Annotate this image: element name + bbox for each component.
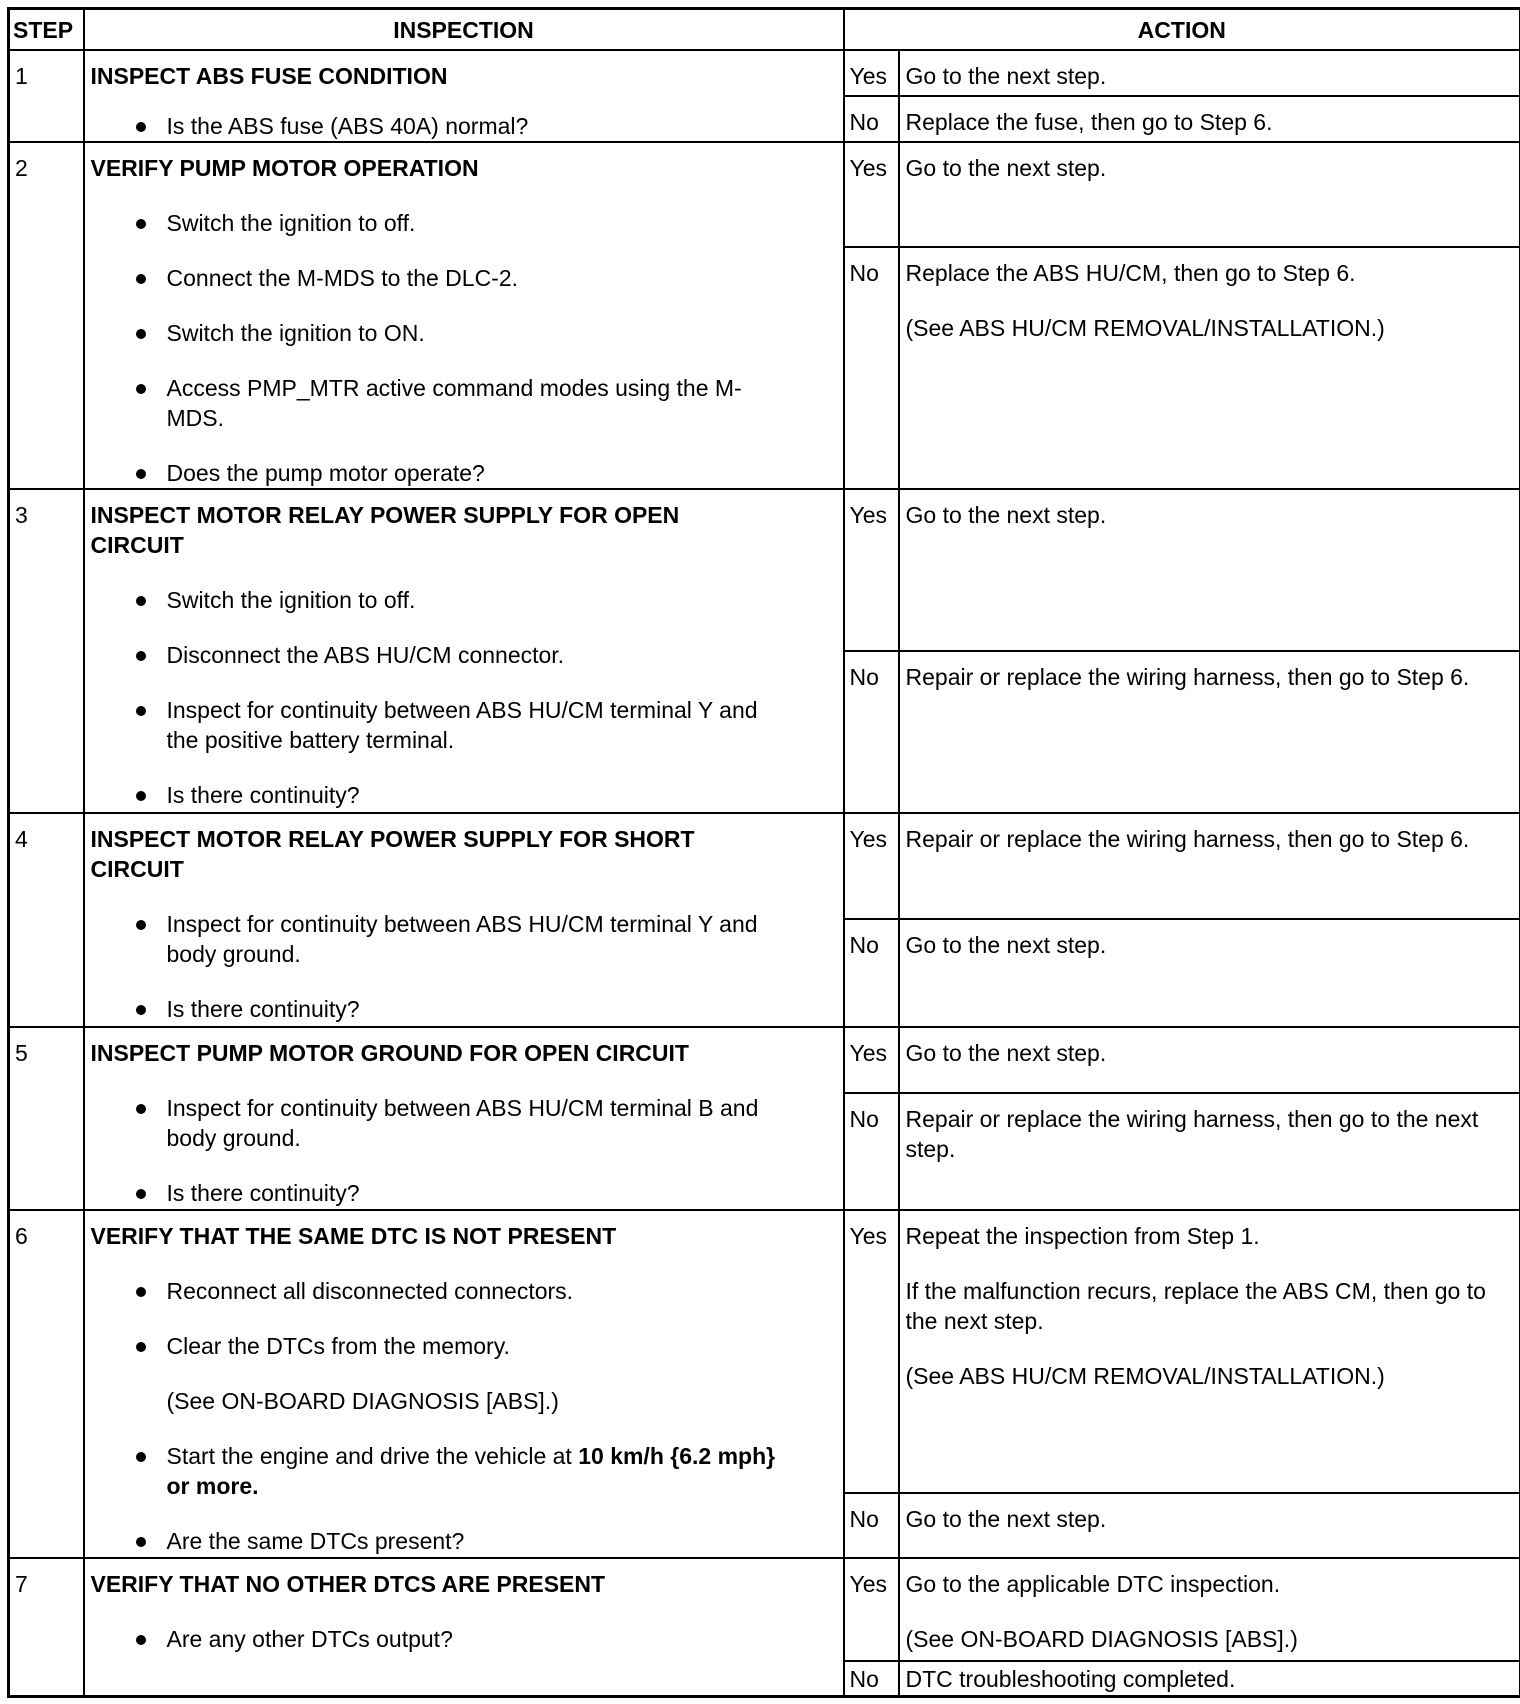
bullet-item: Clear the DTCs from the memory.	[91, 1331, 839, 1361]
yes-label: Yes	[844, 1558, 899, 1661]
step-title: INSPECT MOTOR RELAY POWER SUPPLY FOR OPEN CIRCUIT	[90, 502, 680, 558]
step-row-5-yes	[9, 1027, 1520, 1093]
step-title: INSPECT PUMP MOTOR GROUND FOR OPEN CIRCUIT	[90, 1040, 689, 1066]
step-number: 5	[9, 1027, 84, 1210]
bullet-item: Reconnect all disconnected connectors.	[91, 1276, 839, 1306]
step-number: 3	[9, 489, 84, 813]
no-action-cell	[899, 96, 1520, 142]
action-text: (See ON-BOARD DIAGNOSIS [ABS].)	[905, 1626, 1298, 1652]
no-label: No	[844, 1093, 899, 1210]
no-action-cell	[899, 919, 1520, 1027]
bullet-item: Disconnect the ABS HU/CM connector.	[91, 640, 839, 670]
step-title: VERIFY PUMP MOTOR OPERATION	[90, 155, 479, 181]
inspection-cell-3	[84, 489, 844, 813]
step-number: 7	[9, 1558, 84, 1696]
no-label: No	[844, 96, 899, 142]
yes-action-cell	[899, 813, 1520, 919]
bullet-text: Start the engine and drive the vehicle at	[166, 1443, 579, 1469]
step-title: VERIFY THAT NO OTHER DTCS ARE PRESENT	[90, 1571, 606, 1597]
header-row	[9, 9, 1520, 51]
action-text: Go to the next step.	[905, 932, 1107, 958]
inspection-table	[7, 7, 1520, 1698]
yes-action-cell	[899, 1558, 1520, 1661]
diagnostic-procedure-document	[7, 7, 1519, 1698]
no-label: No	[844, 651, 899, 813]
yes-label: Yes	[844, 1027, 899, 1093]
action-text: (See ABS HU/CM REMOVAL/INSTALLATION.)	[905, 315, 1385, 341]
inspection-cell-5	[84, 1027, 844, 1210]
step-title: INSPECT ABS FUSE CONDITION	[90, 63, 448, 89]
bullet-item	[91, 1441, 839, 1501]
action-text: Go to the next step.	[905, 155, 1107, 181]
no-action-cell	[899, 1661, 1520, 1696]
reference-note: (See ON-BOARD DIAGNOSIS [ABS].)	[166, 1388, 559, 1414]
bullet-item: Are any other DTCs output?	[91, 1624, 839, 1654]
action-text: Go to the applicable DTC inspection.	[905, 1571, 1281, 1597]
inspection-cell-4	[84, 813, 844, 1027]
step-number: 6	[9, 1210, 84, 1558]
action-text: DTC troubleshooting completed.	[905, 1666, 1236, 1692]
inspection-cell-1	[84, 50, 844, 142]
action-text: (See ABS HU/CM REMOVAL/INSTALLATION.)	[905, 1363, 1385, 1389]
action-text: If the malfunction recurs, replace the ABS CM, then go to the next step.	[905, 1278, 1486, 1334]
yes-action-cell	[899, 489, 1520, 651]
yes-label: Yes	[844, 813, 899, 919]
speed-value: 10 km/h {6.2 mph} or more.	[166, 1443, 776, 1499]
yes-label: Yes	[844, 50, 899, 96]
yes-action-cell	[899, 1210, 1520, 1493]
step-column-header: STEP	[9, 9, 84, 51]
no-label: No	[844, 1661, 899, 1696]
action-text: Go to the next step.	[905, 1040, 1107, 1066]
bullet-item: Switch the ignition to off.	[91, 208, 839, 238]
no-action-cell	[899, 651, 1520, 813]
action-text: Repair or replace the wiring harness, then go to Step 6.	[905, 826, 1470, 852]
step-title: INSPECT MOTOR RELAY POWER SUPPLY FOR SHORT CIRCUIT	[90, 826, 695, 882]
bullet-item: Is there continuity?	[91, 1178, 839, 1208]
step-row-6-yes	[9, 1210, 1520, 1493]
yes-action-cell	[899, 1027, 1520, 1093]
bullet-item: Inspect for continuity between ABS HU/CM terminal Y and body ground.	[91, 909, 839, 969]
yes-label: Yes	[844, 489, 899, 651]
no-label: No	[844, 919, 899, 1027]
inspection-cell-2	[84, 142, 844, 489]
bullet-item: Is there continuity?	[91, 780, 839, 810]
yes-label: Yes	[844, 1210, 899, 1493]
step-row-2-yes	[9, 142, 1520, 247]
no-label: No	[844, 247, 899, 489]
step-row-7-yes	[9, 1558, 1520, 1661]
yes-label: Yes	[844, 142, 899, 247]
step-title: VERIFY THAT THE SAME DTC IS NOT PRESENT	[90, 1223, 617, 1249]
action-text: Repeat the inspection from Step 1.	[905, 1223, 1260, 1249]
inspection-cell-6	[84, 1210, 844, 1558]
yes-action-cell	[899, 50, 1520, 96]
step-row-3-yes	[9, 489, 1520, 651]
no-action-cell	[899, 247, 1520, 489]
action-column-header: ACTION	[844, 9, 1520, 51]
bullet-item: Access PMP_MTR active command modes using the M-MDS.	[91, 373, 839, 433]
inspection-column-header: INSPECTION	[84, 9, 844, 51]
no-label: No	[844, 1493, 899, 1558]
action-text: Go to the next step.	[905, 502, 1107, 528]
bullet-item: Connect the M-MDS to the DLC-2.	[91, 263, 839, 293]
bullet-item: Does the pump motor operate?	[91, 458, 839, 488]
step-number: 1	[9, 50, 84, 142]
bullet-item: Switch the ignition to ON.	[91, 318, 839, 348]
step-number: 2	[9, 142, 84, 489]
action-text: Go to the next step.	[905, 63, 1107, 89]
yes-action-cell	[899, 142, 1520, 247]
no-action-cell	[899, 1093, 1520, 1210]
action-text: Replace the ABS HU/CM, then go to Step 6.	[905, 260, 1356, 286]
action-text: Replace the fuse, then go to Step 6.	[905, 109, 1273, 135]
no-action-cell	[899, 1493, 1520, 1558]
bullet-item: Is there continuity?	[91, 994, 839, 1024]
bullet-item: Switch the ignition to off.	[91, 585, 839, 615]
bullet-item: Inspect for continuity between ABS HU/CM terminal Y and the positive battery terminal.	[91, 695, 839, 755]
action-text: Repair or replace the wiring harness, then go to Step 6.	[905, 664, 1470, 690]
action-text: Go to the next step.	[905, 1506, 1107, 1532]
bullet-item: Are the same DTCs present?	[91, 1526, 839, 1556]
step-row-1-yes	[9, 50, 1520, 96]
bullet-item: Inspect for continuity between ABS HU/CM terminal B and body ground.	[91, 1093, 839, 1153]
action-text: Repair or replace the wiring harness, then go to the next step.	[905, 1106, 1479, 1162]
bullet-item: Is the ABS fuse (ABS 40A) normal?	[91, 111, 839, 141]
step-number: 4	[9, 813, 84, 1027]
step-row-4-yes	[9, 813, 1520, 919]
inspection-cell-7	[84, 1558, 844, 1696]
